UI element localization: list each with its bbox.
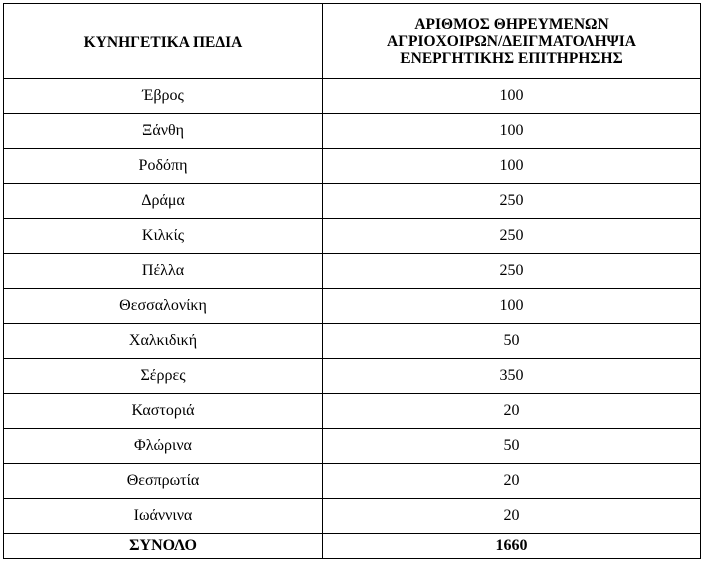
count-header-line-1: ΑΡΙΘΜΟΣ ΘΗΡΕΥΜΕΝΩΝ bbox=[414, 15, 609, 33]
table-row bbox=[4, 149, 701, 184]
table-header-row bbox=[4, 4, 701, 79]
table-row bbox=[4, 114, 701, 149]
count-cell: 250 bbox=[323, 219, 701, 254]
count-cell: 100 bbox=[323, 289, 701, 324]
count-cell: 250 bbox=[323, 254, 701, 289]
count-cell: 100 bbox=[323, 114, 701, 149]
area-cell: Σέρρες bbox=[4, 359, 323, 394]
count-cell: 50 bbox=[323, 429, 701, 464]
count-header-line-2: ΑΓΡΙΟΧΟΙΡΩΝ/ΔΕΙΓΜΑΤΟΛΗΨΙΑ bbox=[387, 32, 636, 50]
count-cell: 20 bbox=[323, 464, 701, 499]
table-row bbox=[4, 359, 701, 394]
area-cell: Ιωάννινα bbox=[4, 499, 323, 534]
count-cell: 350 bbox=[323, 359, 701, 394]
area-cell: Δράμα bbox=[4, 184, 323, 219]
table-row bbox=[4, 219, 701, 254]
total-value: 1660 bbox=[323, 534, 701, 559]
total-row bbox=[4, 534, 701, 559]
area-cell: Έβρος bbox=[4, 79, 323, 114]
count-column-header bbox=[323, 4, 701, 79]
count-cell: 100 bbox=[323, 149, 701, 184]
count-cell: 20 bbox=[323, 394, 701, 429]
count-cell: 100 bbox=[323, 79, 701, 114]
area-cell: Ροδόπη bbox=[4, 149, 323, 184]
total-label: ΣΥΝΟΛΟ bbox=[4, 534, 323, 559]
area-cell: Πέλλα bbox=[4, 254, 323, 289]
table-row bbox=[4, 254, 701, 289]
table-row bbox=[4, 429, 701, 464]
area-cell: Καστοριά bbox=[4, 394, 323, 429]
count-header-line-3: ΕΝΕΡΓΗΤΙΚΗΣ ΕΠΙΤΗΡΗΣΗΣ bbox=[400, 49, 623, 67]
table-row bbox=[4, 464, 701, 499]
area-cell: Κιλκίς bbox=[4, 219, 323, 254]
area-cell: Φλώρινα bbox=[4, 429, 323, 464]
table-row bbox=[4, 394, 701, 429]
area-cell: Θεσσαλονίκη bbox=[4, 289, 323, 324]
table-row bbox=[4, 79, 701, 114]
table-row bbox=[4, 289, 701, 324]
area-cell: Χαλκιδική bbox=[4, 324, 323, 359]
count-cell: 250 bbox=[323, 184, 701, 219]
table-row bbox=[4, 499, 701, 534]
count-cell: 50 bbox=[323, 324, 701, 359]
hunting-areas-table bbox=[3, 3, 701, 559]
table-row bbox=[4, 324, 701, 359]
table-row bbox=[4, 184, 701, 219]
area-cell: Ξάνθη bbox=[4, 114, 323, 149]
area-cell: Θεσπρωτία bbox=[4, 464, 323, 499]
area-column-header: ΚΥΝΗΓΕΤΙΚΑ ΠΕΔΙΑ bbox=[4, 4, 323, 79]
count-cell: 20 bbox=[323, 499, 701, 534]
